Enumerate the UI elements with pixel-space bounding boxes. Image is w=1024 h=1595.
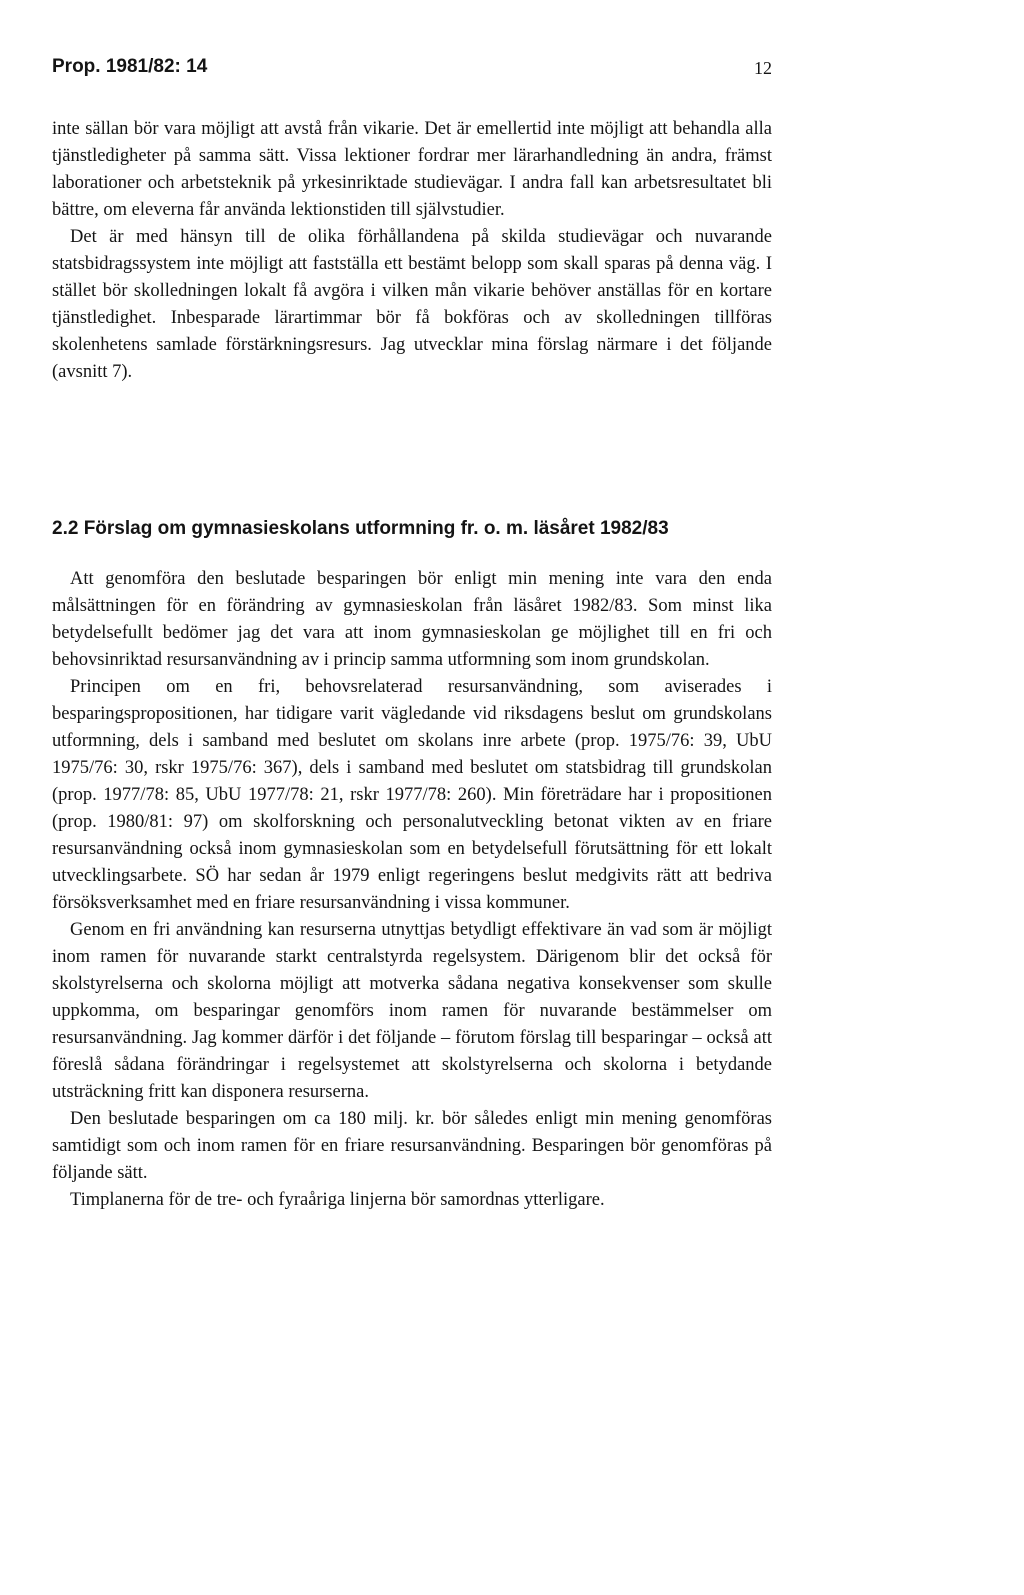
section-heading: 2.2 Förslag om gymnasieskolans utformning fr. o. m. läsåret 1982/83 (52, 518, 669, 539)
paragraph: Genom en fri användning kan resurserna utnyttjas betydligt effektivare än vad som är möjligt inom ramen för nuvarande starkt centralstyrda regelsystem. Därigenom blir det också för skolstyrelserna och skolorna möjligt att motverka sådana negativa konsekvenser som skulle uppkomma, om besparingar genomförs inom ramen för nuvarande bestämmelser om resursanvändning. Jag kommer därför i det följande – förutom förslag till besparingar – också att föreslå sådana förändringar i regelsystemet att skolstyrelserna och skolorna i betydande utsträckning fritt kan disponera resurserna. (52, 920, 772, 1102)
paragraph: Den beslutade besparingen om ca 180 milj. kr. bör således enligt min mening genomföras samtidigt som och inom ramen för en friare resursanvändning. Besparingen bör genomföras på följande sätt. (52, 1109, 772, 1183)
body-text-block-1 (52, 116, 772, 386)
paragraph: Det är med hänsyn till de olika förhållandena på skilda studievägar och nuvarande statsbidragssystem inte möjligt att fastställa ett bestämt belopp som skall sparas på denna väg. I stället bör skolledningen lokalt få avgöra i vilken mån vikarie behöver anställas för en kortare tjänstledighet. Inbesparade lärartimmar bör få bokföras och av skolledningen tillföras skolenhetens samlade förstärkningsresurs. Jag utvecklar mina förslag närmare i det följande (avsnitt 7). (52, 227, 772, 382)
body-text-block-2 (52, 566, 772, 1214)
page-number: 12 (754, 58, 772, 78)
paragraph: Att genomföra den beslutade besparingen bör enligt min mening inte vara den enda målsättningen för en förändring av gymnasieskolan från läsåret 1982/83. Som minst lika betydelsefullt bedömer jag det vara att inom gymnasieskolan ge möjlighet till en fri och behovsinriktad resursanvändning av i princip samma utformning som inom grundskolan. (52, 569, 772, 670)
paragraph: Timplanerna för de tre- och fyraåriga linjerna bör samordnas ytterligare. (70, 1190, 605, 1210)
running-head: Prop. 1981/82: 14 (52, 56, 208, 77)
paragraph: Principen om en fri, behovsrelaterad resursanvändning, som aviserades i besparingspropositionen, har tidigare varit vägledande vid riksdagens beslut om grundskolans utformning, dels i samband med beslutet om skolans inre arbete (prop. 1975/76: 39, UbU 1975/76: 30, rskr 1975/76: 367), dels i samband med beslutet om statsbidrag till grundskolan (prop. 1977/78: 85, UbU 1977/78: 21, rskr 1977/78: 260). Min företrädare har i propositionen (prop. 1980/81: 97) om skolforskning och personalutveckling betonat vikten av en friare resursanvändning också inom gymnasieskolan som en betydelsefull förutsättning för ett lokalt utvecklingsarbete. SÖ har sedan år 1979 enligt regeringens beslut medgivits rätt att bedriva försöksverksamhet med en friare resursanvändning i vissa kommuner. (52, 677, 772, 913)
page-header (52, 56, 772, 80)
paragraph: inte sällan bör vara möjligt att avstå från vikarie. Det är emellertid inte möjligt att behandla alla tjänstledigheter på samma sätt. Vissa lektioner fordrar mer lärarhandledning än andra, främst laborationer och arbetsteknik på yrkesinriktade studievägar. I andra fall kan arbetsresultatet bli bättre, om eleverna får använda lektionstiden till självstudier. (52, 119, 772, 220)
